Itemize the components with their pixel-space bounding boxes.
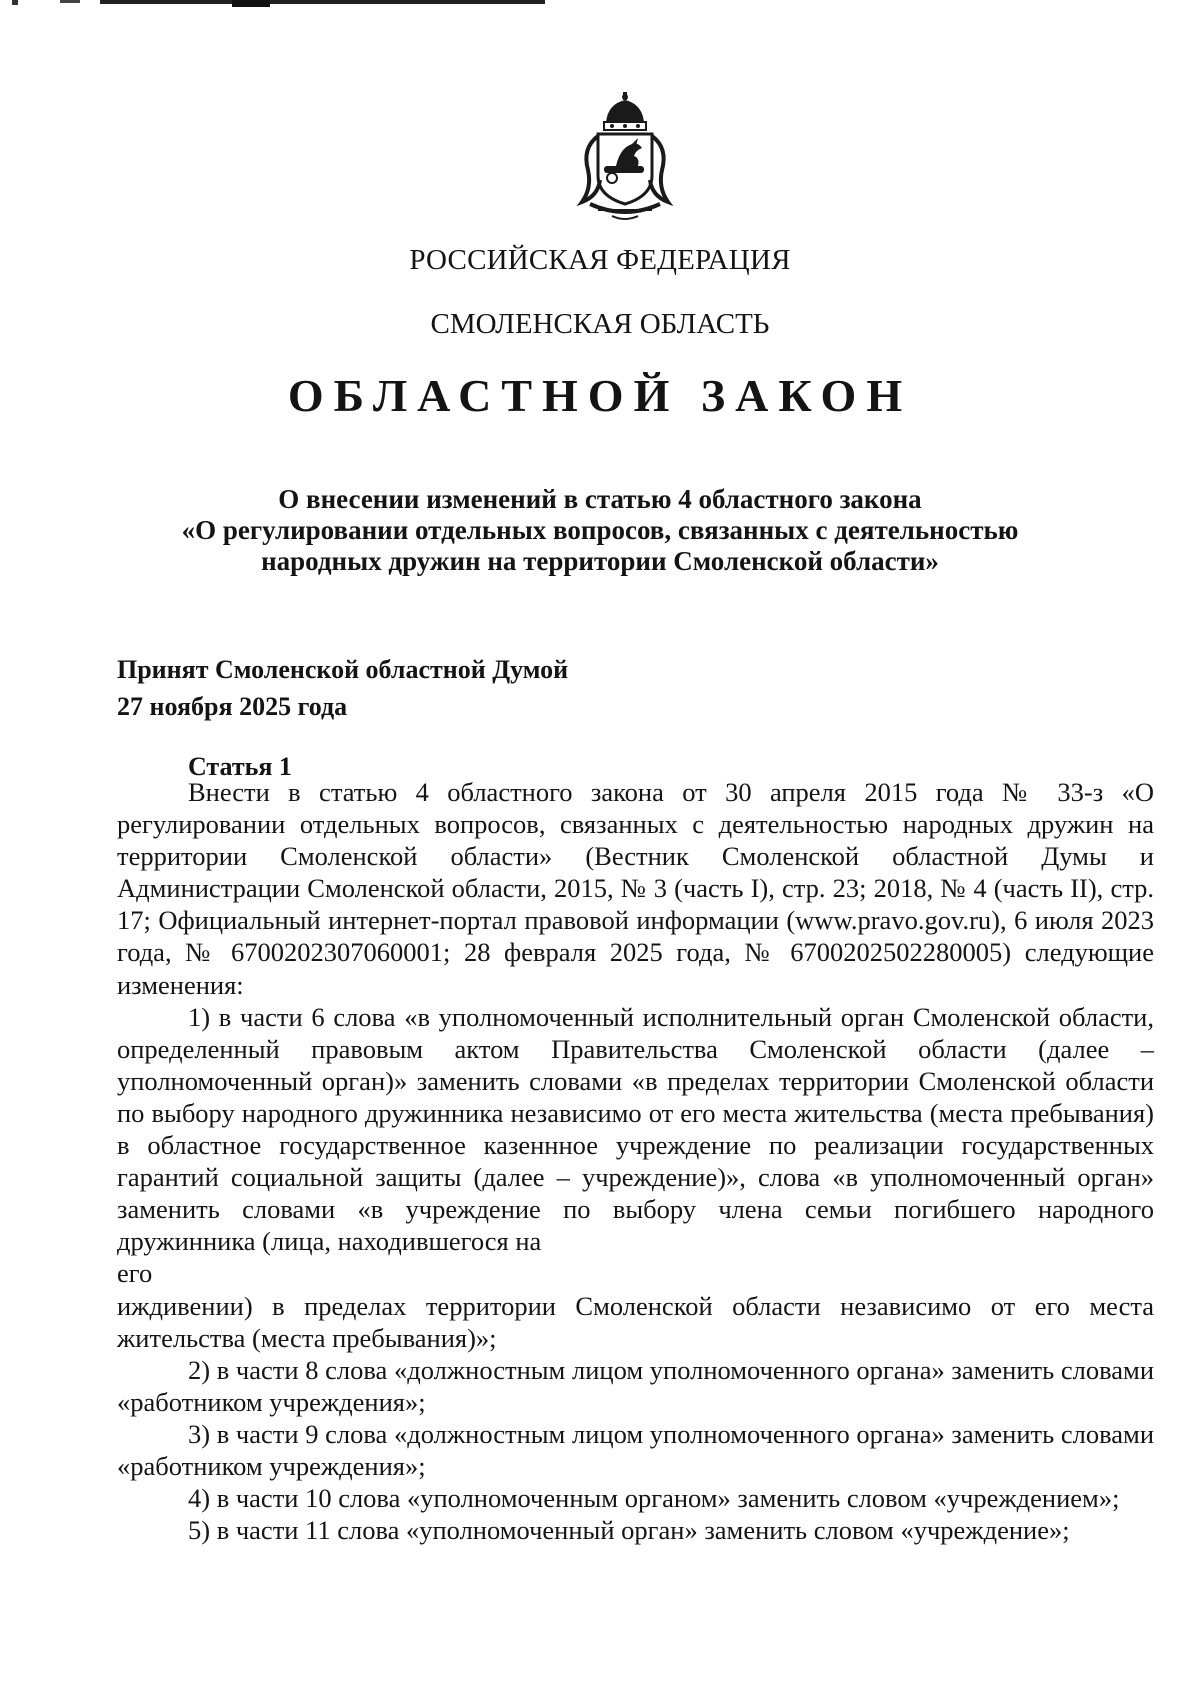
article-heading: Статья 1 [188, 752, 292, 781]
law-heading-line-2: «О регулировании отдельных вопросов, связанных с деятельностью [181, 515, 1019, 545]
adoption-block [117, 651, 568, 725]
article-intro: Внести в статью 4 областного закона от 30 апреля 2015 года № 33-з «О регулировании отдельных вопросов, связанных с деятельностью народных дружин на территории Смоленской области» (Вестник Смоленской областной Думы и Администрации Смоленской области, 2015, № 3 (часть I), стр. 23; 2018, № 4 (часть II), стр. 17; Официальный интернет-портал правовой информации (www.pravo.gov.ru), 6 июля 2023 года, № 6700202307060001; 28 февраля 2025 года, № 6700202502280005) следующие изменения: [117, 777, 1154, 1000]
law-heading-line-3: народных дружин на территории Смоленской области» [261, 546, 939, 576]
document-type: ОБЛАСТНОЙ ЗАКОН [287, 370, 913, 421]
item-4: 4) в части 10 слова «уполномоченным органом» заменить словом «учреждением»; [188, 1483, 1120, 1514]
law-heading-line-1: О внесении изменений в статью 4 областного закона [278, 484, 922, 514]
item-2: 2) в части 8 слова «должностным лицом уполномоченного органа» заменить словами «работником учреждения»; [117, 1354, 1154, 1417]
item-5: 5) в части 11 слова «уполномоченный орган» заменить словом «учреждение»; [188, 1515, 1070, 1546]
law-heading [120, 484, 1080, 577]
adoption-body: Принят Смоленской областной Думой [117, 655, 569, 684]
region-name: СМОЛЕНСКАЯ ОБЛАСТЬ [430, 308, 770, 340]
article-body [117, 776, 1154, 1546]
smolensk-coat-of-arms-icon [568, 92, 682, 224]
item-3: 3) в части 9 слова «должностным лицом уполномоченного органа» заменить словами «работником учреждения»; [117, 1418, 1154, 1481]
adoption-date: 27 ноября 2025 года [117, 692, 348, 721]
coat-of-arms [568, 92, 682, 224]
item-1-part-2: иждивении) в пределах территории Смоленской области независимо от его места жительства (места пребывания)»; [117, 1290, 1154, 1353]
item-1-part-1: 1) в части 6 слова «в уполномоченный исполнительный орган Смоленской области, определенный правовым актом Правительства Смоленской области (далее – уполномоченный орган)» заменить словами «в пределах территории Смоленской области по выбору народного дружинника независимо от его места жительства (места пребывания) в областное государственное казеннное учреждение по реализации государственных гарантий социальной защиты (далее – учреждение)», слова «в уполномоченный орган» заменить словами «в учреждение по выбору члена семьи погибшего народного дружинника (лица, находившегося на [117, 1001, 1154, 1257]
item-1-stray-word: его [117, 1258, 153, 1289]
state-name: РОССИЙСКАЯ ФЕДЕРАЦИЯ [409, 244, 791, 276]
